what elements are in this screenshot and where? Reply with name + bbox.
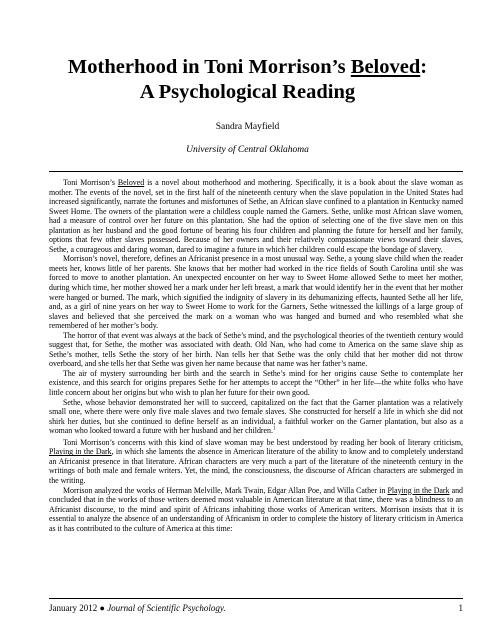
p1-text-b: is a novel about motherhood and mothering. Specifically, it is a book about the slave woman as mother. The events of the novel, set in the first half of the nineteenth century when the slave population in the United States had increased significantly, narrate the fortunes and misfortunes of Sethe, an African slave confined to a plantation in Kentucky named Sweet Home. The owners of the plantation were a childless couple named the Garners. Sethe, unlike most African slave women, had a measure of control over her future on this plantation. She had the option of selecting one of the five slave men on this plantation as her husband and the good fortune of bearing his four children and planning the future for herself and her family, options that few other slaves possessed. Because of her owners and their relatively compassionate views toward their slaves, Sethe, a courageous and daring woman, dared to imagine a future in which her children could escape the bondage of slavery. (49, 178, 463, 254)
paragraph-3: The horror of that event was always at the back of Sethe’s mind, and the psychological theories of the twentieth century would suggest that, for Sethe, the mother was associated with death. Old Nan, who had come to America on the same slave ship as Sethe’s mother, tells Sethe the story of her birth. Nan tells her that Sethe was the only child that her mother did not throw overboard, and she tells her that Sethe was given her name because that name was her father’s name. (49, 330, 463, 369)
p7-text-a: Morrison analyzed the works of Herman Melville, Mark Twain, Edgar Allan Poe, and Willa Cather in (63, 485, 388, 495)
paragraph-6 (49, 438, 463, 486)
title-prefix: Motherhood in Toni Morrison’s (67, 56, 351, 78)
paragraph-5 (49, 398, 463, 436)
title-line2: A Psychological Reading (139, 81, 356, 103)
author-affiliation: University of Central Oklahoma (186, 145, 309, 155)
footer-date: January 2012 (49, 603, 98, 613)
p7-book-title: Playing in the Dark (387, 485, 450, 495)
article-body (49, 178, 463, 533)
title-suffix: : (420, 56, 428, 78)
bullet-icon: ● (99, 603, 105, 613)
footnote-marker: 1 (272, 426, 276, 432)
p6-text-a: Toni Morrison’s concerns with this kind of slave woman may be best understood by reading her book of literary criticism, (63, 437, 463, 447)
paragraph-1 (49, 178, 463, 254)
paragraph-7 (49, 486, 463, 534)
p6-text-b: , in which she laments the absence in American literature of the ability to know and to completely understand an Africanist presence in that literature. African characters are very much a part of the literature of the nineteenth century in the writings of both male and female writers. Yet, the mind, the consciousness, the discourse of African characters are submerged in the writing. (49, 447, 463, 485)
p1-novel-title: Beloved (117, 178, 145, 187)
paragraph-4: The air of mystery surrounding her birth and the search in Sethe’s mind for her origins cause Sethe to contemplate her existence, and this search for origins prepares Sethe for her attempts to accept the “Other” in her life—the white folks who have little concern about her origins but who wish to plan her future for their own good. (49, 368, 463, 398)
paragraph-2: Morrison’s novel, therefore, defines an Africanist presence in a most unusual way. Sethe, a young slave child when the reader meets her, knows little of her parents. She knows that her mother had worked in the rice fields of South Carolina until she was forced to move to another plantation. An unexpected encounter on her way to Sweet Home allowed Sethe to meet her mother, during which time, her mother showed her a mark under her left breast, a mark that would identify her in the event that her mother were hanged or burned. The mark, which signified the indignity of slavery in its dehumanizing effects, haunted Sethe all her life, and, as a girl of nine years on her way to Sweet Home to work for the Garners, Sethe witnessed the killings of a large group of slaves and believed that she perceived the mark on a woman who was hanged and burned and who resembled what she remembered of her mother’s body. (49, 254, 463, 331)
footer-divider (49, 598, 463, 599)
footer-journal: Journal of Scientific Psychology. (107, 603, 226, 613)
header-divider (49, 171, 463, 172)
title-novel: Beloved (350, 56, 421, 78)
page-number: 1 (458, 603, 463, 613)
article-title (40, 55, 455, 105)
p1-text-a: Toni Morrison’s (63, 178, 118, 187)
p7-text-b: and concluded that in the works of those writers deemed most valuable in American literature at that time, there was a blindness to an Africanist discourse, to the mind and spirit of Africans inhabiting those works of American writers. Morrison insists that it is essential to analyze the absence of an understanding of Africanism in order to complete the history of literary criticism in America as it has contributed to the culture of America at this time: (49, 485, 463, 533)
p6-book-title: Playing in the Dark (49, 447, 112, 457)
footer-citation (49, 603, 226, 613)
p5-text: Sethe, whose behavior demonstrated her will to succeed, capitalized on the fact that the Garner plantation was a relatively small one, where there were only five male slaves and two female slaves. She constructed for herself a life in which she did not shirk her duties, but she continued to define herself as an individual, a faithful worker on the Garner plantation, but also as a woman who looked toward a future with her husband and her children. (49, 397, 463, 436)
author-name: Sandra Mayfield (215, 122, 280, 132)
